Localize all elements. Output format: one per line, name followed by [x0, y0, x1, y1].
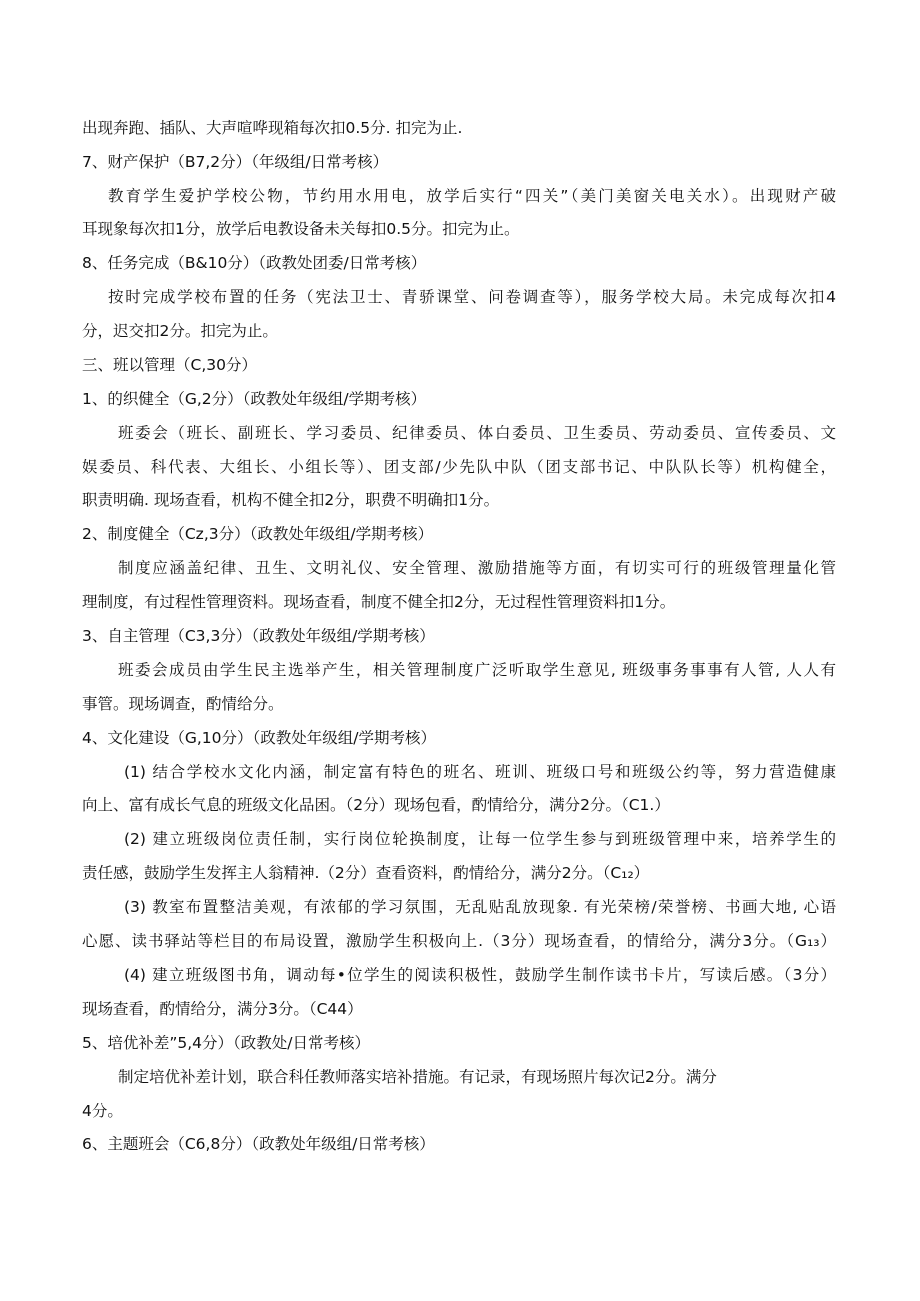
text-line: 事管。现场调查，酌情给分。: [82, 695, 284, 713]
section-heading: 2、制度健全（Cz,3分）（政教处年级组/学期考核）: [82, 525, 434, 543]
text-line: 娱委员、科代表、大组长、小组长等）、团支部/少先队中队（团支部书记、中队队长等）机构健全，: [82, 458, 836, 476]
text-line: 制定培优补差计划，联合科任教师落实培补措施。有记录，有现场照片每次记2分。满分: [118, 1068, 717, 1086]
text-line: 责任感，鼓励学生发挥主人翁精神.（2分）查看资料，酌情给分，满分2分。（C₁₂）: [82, 864, 650, 882]
text-line: 职责明确. 现场查看，机构不健全扣2分，职费不明确扣1分。: [82, 491, 500, 509]
text-line: 向上、富有成长气息的班级文化品困。（2分）现场包看，酌情给分，满分2分。（C1.）: [82, 796, 670, 814]
text-line: (3) 教室布置整洁美观，有浓郁的学习氛围，无乱贴乱放现象. 有光荣榜/荣誉榜、书画大地, 心语: [124, 898, 836, 916]
text-line: (4) 建立班级图书角，调动每•位学生的阅读积极性，鼓励学生制作读书卡片，写读后感。（3分）: [124, 966, 836, 984]
text-line: 按时完成学校布置的任务（宪法卫士、青骄课堂、问卷调查等），服务学校大局。未完成每次扣4: [108, 288, 836, 306]
section-heading: 7、财产保护（B7,2分）（年级组/日常考核）: [82, 153, 389, 171]
text-line: 理制度，有过程性管理资料。现场查看，制度不健全扣2分，无过程性管理资料扣1分。: [82, 593, 676, 611]
text-line: 现场查看，酌情给分，满分3分。（C44）: [82, 1000, 363, 1018]
text-line: 班委会（班长、副班长、学习委员、纪律委员、体白委员、卫生委员、劳动委员、宣传委员、文: [118, 424, 836, 442]
section-heading: 1、的织健全（G,2分）（政教处年级组/学期考核）: [82, 390, 427, 408]
text-line: 教育学生爱护学校公物，节约用水用电，放学后实行“四关”（美门美窗关电关水）。出现财产破: [108, 187, 836, 205]
text-line: 制度应涵盖纪律、丑生、文明礼仪、安全管理、激励措施等方面，有切实可行的班级管理量化管: [118, 559, 836, 577]
text-line: 班委会成员由学生民主选举产生，相关管理制度广泛听取学生意见, 班级事务事事有人管, 人人有: [118, 661, 836, 679]
text-line: (1) 结合学校水文化内涵，制定富有特色的班名、班训、班级口号和班级公约等，努力营造健康: [124, 763, 836, 781]
text-line: 出现奔跑、插队、大声喧哗现箱每次扣0.5分. 扣完为止.: [82, 119, 463, 137]
text-line: 4分。: [82, 1102, 123, 1120]
section-heading: 6、主题班会（C6,8分）（政教处年级组/日常考核）: [82, 1135, 435, 1153]
section-heading: 4、文化建设（G,10分）（政教处年级组/学期考核）: [82, 729, 436, 747]
section-heading: 5、培优补差”5,4分）（政教处/日常考核）: [82, 1034, 371, 1052]
text-line: 耳现象每次扣1分，放学后电教设备未关每扣0.5分。扣完为止。: [82, 220, 520, 238]
chapter-heading: 三、班以管理（C,30分）: [82, 356, 257, 374]
section-heading: 8、任务完成（B&10分）（政教处团委/日常考核）: [82, 254, 427, 272]
section-heading: 3、自主管理（C3,3分）（政教处年级组/学期考核）: [82, 627, 435, 645]
text-line: 分，迟交扣2分。扣完为止。: [82, 322, 278, 340]
text-line: (2) 建立班级岗位责任制，实行岗位轮换制度，让每一位学生参与到班级管理中来，培养学生的: [124, 830, 836, 848]
text-line: 心愿、读书驿站等栏目的布局设置，激励学生积极向上.（3分）现场查看，的情给分，满分3分。（G₁₃）: [82, 932, 836, 950]
